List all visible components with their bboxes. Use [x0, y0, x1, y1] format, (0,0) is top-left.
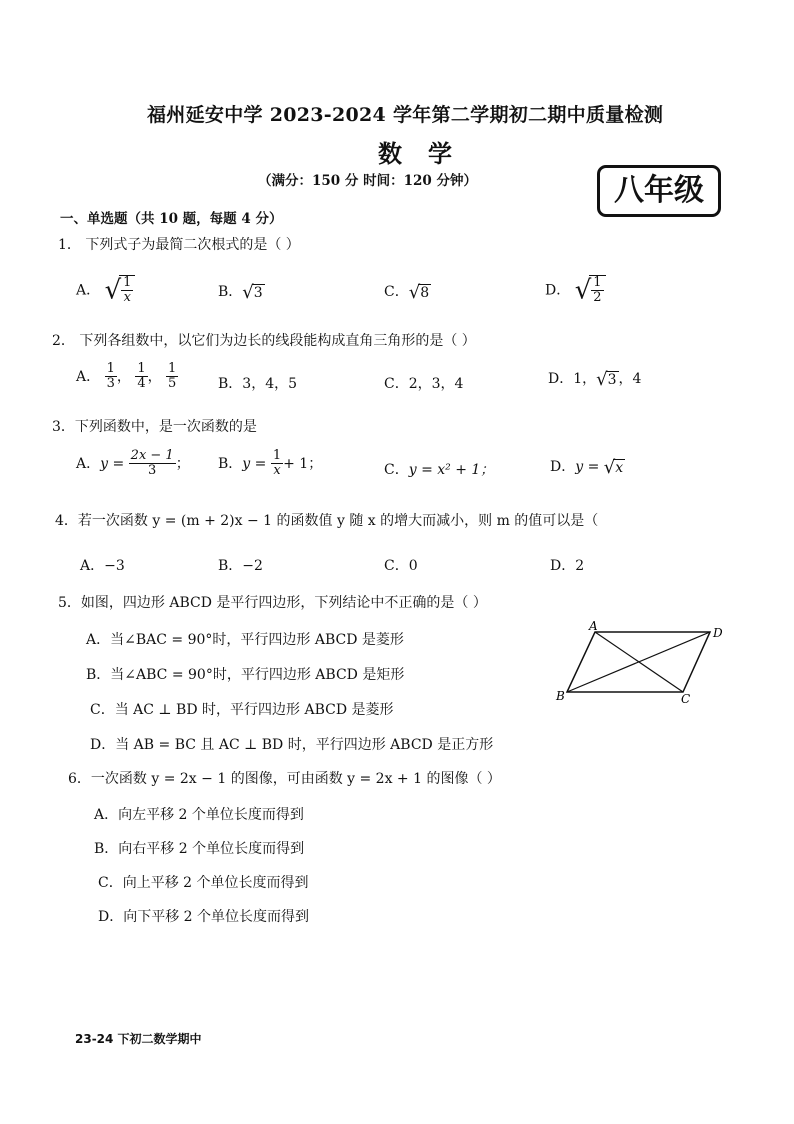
q4-stem: 4．若一次函数 y = (m + 2)x − 1 的函数值 y 随 x 的增大而减小，则 m 的值可以是（	[55, 513, 599, 529]
q4-option-b: B．−2	[218, 558, 263, 574]
q5-option-a: A．当∠BAC = 90°时，平行四边形 ABCD 是菱形	[86, 632, 404, 648]
q2-option-b: B．3，4，5	[218, 376, 298, 392]
q2-option-d: D．1，√3 ，4	[548, 368, 642, 390]
page-footer: 23-24 下初二数学期中	[75, 1032, 202, 1046]
vertex-label-c: C	[681, 692, 691, 705]
q1-option-b: B．√3	[218, 281, 263, 303]
vertex-label-a: A	[589, 620, 598, 633]
q6-option-d: D．向下平移 2 个单位长度而得到	[98, 909, 310, 925]
q6-stem: 6．一次函数 y = 2x − 1 的图像，可由函数 y = 2x + 1 的图像（ ）	[68, 771, 501, 787]
sqrt-fraction: √ $\frac{1}{x}$	[105, 275, 136, 306]
q5-option-c: C．当 AC ⊥ BD 时，平行四边形 ABCD 是菱形	[90, 702, 394, 718]
q3-option-b: B．y = $\frac{1}{x}$ + 1；	[218, 448, 323, 479]
exam-title: 福州延安中学 2023-2024 学年第二学期初二期中质量检测	[147, 104, 664, 126]
subject-title: 数学	[378, 139, 478, 168]
q5-option-d: D．当 AB = BC 且 AC ⊥ BD 时，平行四边形 ABCD 是正方形	[90, 737, 494, 753]
q3-stem: 3．下列函数中，是一次函数的是	[52, 419, 257, 435]
grade-badge: 八年级	[597, 165, 721, 217]
q4-option-c: C．0	[384, 558, 418, 574]
q5-stem: 5．如图，四边形 ABCD 是平行四边形，下列结论中不正确的是（ ）	[58, 595, 487, 611]
q4-option-a: A．−3	[80, 558, 125, 574]
q2-option-a: A． $\frac{1}{3}$ ， $\frac{1}{4}$ ， $\frac{1}{5}$	[76, 361, 177, 392]
q1-option-a	[76, 275, 135, 306]
exam-meta: （满分：150 分 时间：120 分钟）	[258, 173, 477, 189]
vertex-label-b: B	[556, 689, 565, 703]
section-title: 一、单选题（共 10 题，每题 4 分）	[60, 211, 283, 227]
vertex-label-d: D	[713, 626, 723, 640]
q5-option-b: B．当∠ABC = 90°时，平行四边形 ABCD 是矩形	[86, 667, 405, 683]
q6-option-a: A．向左平移 2 个单位长度而得到	[94, 807, 304, 823]
q1-a-label: A．	[76, 282, 101, 299]
q1-option-c: C．√8	[384, 281, 430, 303]
diagonal-bd	[567, 632, 710, 692]
q3-option-d: D．y = √x	[550, 456, 624, 478]
q3-option-a: A．y = $\frac{2x - 1}{3}$ ；	[76, 448, 190, 479]
parallelogram-figure	[555, 620, 730, 705]
q1-option-d: D． √ $\frac{1}{2}$	[545, 275, 606, 306]
q6-option-b: B．向右平移 2 个单位长度而得到	[94, 841, 305, 857]
q2-stem: 2． 下列各组数中，以它们为边长的线段能构成直角三角形的是（ ）	[52, 333, 476, 349]
q4-option-d: D．2	[550, 558, 585, 574]
q1-stem: 1． 下列式子为最简二次根式的是（ ）	[58, 237, 300, 253]
q2-option-c: C．2，3，4	[384, 376, 464, 392]
q3-option-c: C．y = x² + 1；	[384, 462, 495, 478]
q6-option-c: C．向上平移 2 个单位长度而得到	[98, 875, 309, 891]
